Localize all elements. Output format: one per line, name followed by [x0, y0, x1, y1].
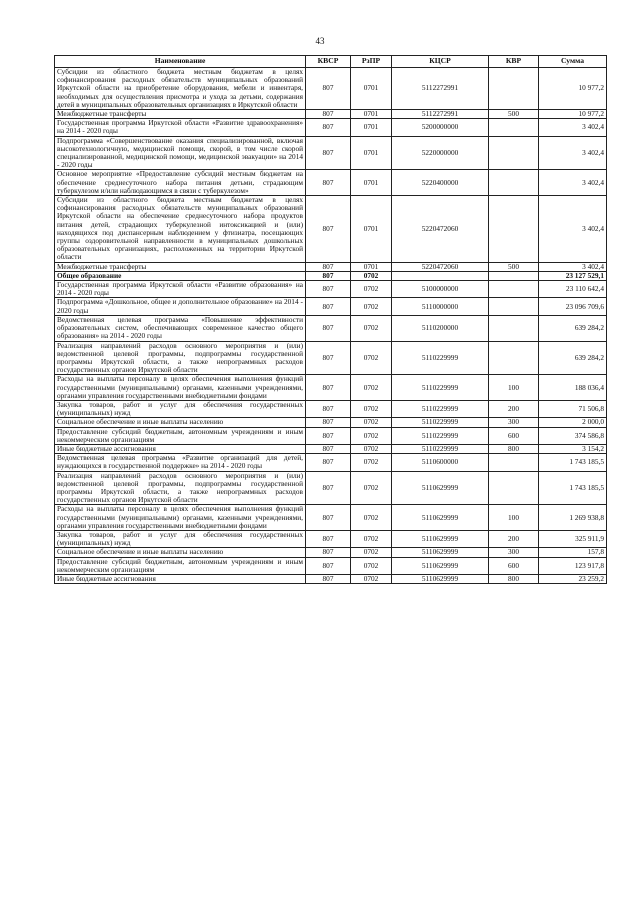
cell-sum: 188 036,4	[539, 375, 607, 401]
cell-name: Ведомственная целевая программа «Развитие организаций для детей, нуждающихся в государственной поддержке» на 2014 - 2020 годы	[55, 454, 306, 471]
cell-sum: 23 096 709,6	[539, 298, 607, 315]
cell-name: Предоставление субсидий бюджетным, автономным учреждениям и иным некоммерческим организациям	[55, 427, 306, 444]
cell-kvr	[489, 298, 539, 315]
cell-rzpr: 0702	[351, 418, 392, 427]
cell-kvr	[489, 196, 539, 263]
cell-kvsr: 807	[306, 262, 351, 271]
cell-kcsr: 5200000000	[392, 119, 489, 136]
table-row	[55, 281, 607, 298]
cell-rzpr: 0701	[351, 68, 392, 110]
cell-kvr	[489, 170, 539, 196]
cell-kvsr: 807	[306, 471, 351, 505]
cell-kcsr: 5110229999	[392, 375, 489, 401]
table-body	[55, 68, 607, 584]
cell-kvsr: 807	[306, 375, 351, 401]
cell-sum: 123 917,8	[539, 557, 607, 574]
cell-kvr	[489, 315, 539, 341]
cell-kcsr: 5110629999	[392, 471, 489, 505]
cell-kvr: 500	[489, 262, 539, 271]
cell-sum: 325 911,9	[539, 530, 607, 547]
cell-rzpr: 0702	[351, 400, 392, 417]
cell-sum: 3 402,4	[539, 119, 607, 136]
table-row	[55, 574, 607, 583]
cell-sum: 3 154,2	[539, 444, 607, 453]
cell-kcsr: 5100000000	[392, 281, 489, 298]
table-row	[55, 530, 607, 547]
cell-kvsr: 807	[306, 530, 351, 547]
cell-name: Межбюджетные трансферты	[55, 110, 306, 119]
cell-name: Подпрограмма «Дошкольное, общее и дополнительное образование» на 2014 - 2020 годы	[55, 298, 306, 315]
cell-sum: 10 977,2	[539, 68, 607, 110]
cell-kvr	[489, 68, 539, 110]
cell-kvsr: 807	[306, 298, 351, 315]
cell-kcsr: 5110629999	[392, 548, 489, 557]
cell-rzpr: 0702	[351, 341, 392, 375]
table-row	[55, 400, 607, 417]
cell-rzpr: 0702	[351, 281, 392, 298]
cell-kvr: 800	[489, 444, 539, 453]
cell-sum: 3 402,4	[539, 136, 607, 170]
cell-rzpr: 0701	[351, 262, 392, 271]
cell-kcsr: 5110229999	[392, 427, 489, 444]
cell-name: Ведомственная целевая программа «Повышение эффективности образовательных систем, обеспечивающих современное качество общего образования» на 2014 - 2020 годы	[55, 315, 306, 341]
cell-kcsr: 5110229999	[392, 341, 489, 375]
cell-kvsr: 807	[306, 271, 351, 280]
cell-kvr: 300	[489, 418, 539, 427]
table-row	[55, 170, 607, 196]
cell-kvr	[489, 271, 539, 280]
cell-rzpr: 0702	[351, 530, 392, 547]
cell-name: Предоставление субсидий бюджетным, автономным учреждениям и иным некоммерческим организациям	[55, 557, 306, 574]
cell-kvsr: 807	[306, 68, 351, 110]
cell-kvr	[489, 454, 539, 471]
header-name: Наименование	[55, 56, 306, 68]
cell-kvsr: 807	[306, 418, 351, 427]
cell-kvr	[489, 341, 539, 375]
cell-kcsr: 5112272991	[392, 110, 489, 119]
table-row	[55, 341, 607, 375]
table-row	[55, 119, 607, 136]
cell-kvr: 100	[489, 505, 539, 531]
cell-kcsr: 5220472060	[392, 196, 489, 263]
cell-sum: 23 110 642,4	[539, 281, 607, 298]
cell-kcsr	[392, 271, 489, 280]
cell-kvr: 300	[489, 548, 539, 557]
cell-rzpr: 0702	[351, 271, 392, 280]
cell-name: Основное мероприятие «Предоставление субсидий местным бюджетам на обеспечение средиесуточного набора питания детьми, страдающим туберкулезом и/или наблюдающимся в связи с туберкулезом»	[55, 170, 306, 196]
cell-kcsr: 5110629999	[392, 505, 489, 531]
cell-kvsr: 807	[306, 548, 351, 557]
cell-kvsr: 807	[306, 196, 351, 263]
table-row	[55, 298, 607, 315]
cell-kvr	[489, 281, 539, 298]
cell-kvsr: 807	[306, 315, 351, 341]
header-kvr: КВР	[489, 56, 539, 68]
cell-rzpr: 0701	[351, 196, 392, 263]
table-row	[55, 454, 607, 471]
table-row	[55, 548, 607, 557]
cell-kcsr: 5110229999	[392, 444, 489, 453]
cell-name: Подпрограмма «Совершенствование оказания специализированной, включая высокотехнологичную, медицинской помощи, скорой, в том числе скорой специализированной, медицинской помощи, медицинской эвакуации» на 2014 - 2020 годы	[55, 136, 306, 170]
cell-rzpr: 0701	[351, 136, 392, 170]
cell-name: Расходы на выплаты персоналу в целях обеспечения выполнения функций государственными (муниципальными) органами, казенными учреждениями, органами управления государственными внебюджетными фондами	[55, 375, 306, 401]
cell-rzpr: 0701	[351, 170, 392, 196]
table-row	[55, 315, 607, 341]
cell-sum: 3 402,4	[539, 262, 607, 271]
cell-rzpr: 0702	[351, 315, 392, 341]
cell-kvr	[489, 471, 539, 505]
cell-name: Закупка товаров, работ и услуг для обеспечения государственных (муниципальных) нужд	[55, 400, 306, 417]
cell-kcsr: 5110229999	[392, 400, 489, 417]
cell-kvsr: 807	[306, 574, 351, 583]
cell-name: Закупка товаров, работ и услуг для обеспечения государственных (муниципальных) нужд	[55, 530, 306, 547]
cell-rzpr: 0702	[351, 454, 392, 471]
cell-rzpr: 0701	[351, 110, 392, 119]
table-row	[55, 196, 607, 263]
cell-name: Социальное обеспечение и иные выплаты населению	[55, 418, 306, 427]
cell-kcsr: 5110000000	[392, 298, 489, 315]
cell-name: Государственная программа Иркутской области «Развитие образования» на 2014 - 2020 годы	[55, 281, 306, 298]
cell-sum: 71 506,8	[539, 400, 607, 417]
table-row	[55, 471, 607, 505]
cell-sum: 157,8	[539, 548, 607, 557]
cell-kcsr: 5110629999	[392, 574, 489, 583]
cell-kvr: 200	[489, 400, 539, 417]
cell-name: Общее образование	[55, 271, 306, 280]
table-row	[55, 427, 607, 444]
table-row	[55, 136, 607, 170]
header-sum: Сумма	[539, 56, 607, 68]
cell-kcsr: 5112272991	[392, 68, 489, 110]
table-row	[55, 68, 607, 110]
table-row	[55, 418, 607, 427]
cell-sum: 2 000,0	[539, 418, 607, 427]
cell-kcsr: 5110629999	[392, 530, 489, 547]
cell-kvsr: 807	[306, 136, 351, 170]
cell-kvsr: 807	[306, 427, 351, 444]
cell-kvsr: 807	[306, 341, 351, 375]
cell-kvr: 200	[489, 530, 539, 547]
cell-name: Субсидии из областного бюджета местным бюджетам в целях софинансирования расходных обязательств муниципальных образований Иркутской области на обеспечение среднесуточного набора продуктов питания детей, страдающих туберкулезной интоксикацией и (или) находящихся под диспансерным наблюдением у фтизиатра, посещающих группы оздоровительной направленности в муниципальных дошкольных образовательных организациях, расположенных на территории Иркутской области	[55, 196, 306, 263]
cell-kvsr: 807	[306, 400, 351, 417]
table-row	[55, 262, 607, 271]
cell-kvr	[489, 119, 539, 136]
cell-kvsr: 807	[306, 444, 351, 453]
cell-sum: 23 259,2	[539, 574, 607, 583]
header-kvsr: КВСР	[306, 56, 351, 68]
cell-rzpr: 0702	[351, 548, 392, 557]
table-header-row	[55, 56, 607, 68]
cell-rzpr: 0702	[351, 427, 392, 444]
cell-kvr: 800	[489, 574, 539, 583]
cell-rzpr: 0702	[351, 574, 392, 583]
cell-kvr: 600	[489, 427, 539, 444]
cell-sum: 10 977,2	[539, 110, 607, 119]
header-rzpr: РзПР	[351, 56, 392, 68]
cell-rzpr: 0702	[351, 471, 392, 505]
cell-kcsr: 5220472060	[392, 262, 489, 271]
cell-name: Иные бюджетные ассигнования	[55, 444, 306, 453]
cell-sum: 1 743 185,5	[539, 471, 607, 505]
cell-kvsr: 807	[306, 110, 351, 119]
cell-kvsr: 807	[306, 454, 351, 471]
cell-kvsr: 807	[306, 505, 351, 531]
cell-rzpr: 0702	[351, 375, 392, 401]
cell-kvsr: 807	[306, 557, 351, 574]
cell-kcsr: 5220000000	[392, 136, 489, 170]
cell-name: Государственная программа Иркутской области «Развитие здравоохранения» на 2014 - 2020 годы	[55, 119, 306, 136]
cell-rzpr: 0702	[351, 444, 392, 453]
cell-kcsr: 5110200000	[392, 315, 489, 341]
cell-kcsr: 5110629999	[392, 557, 489, 574]
cell-rzpr: 0701	[351, 119, 392, 136]
page-number: 43	[315, 36, 325, 46]
table-row	[55, 505, 607, 531]
cell-sum: 3 402,4	[539, 170, 607, 196]
cell-kcsr: 5110600000	[392, 454, 489, 471]
cell-name: Реализация направлений расходов основного мероприятия и (или) ведомственной целевой программы, подпрограммы государственной программы Иркутской области, а также непрограммных расходов государственных органов Иркутской области	[55, 471, 306, 505]
cell-name: Межбюджетные трансферты	[55, 262, 306, 271]
header-kcsr: КЦСР	[392, 56, 489, 68]
cell-sum: 374 586,8	[539, 427, 607, 444]
cell-kcsr: 5110229999	[392, 418, 489, 427]
cell-name: Расходы на выплаты персоналу в целях обеспечения выполнения функций государственными (муниципальными) органами, казенными учреждениями, органами управления государственными внебюджетными фондами	[55, 505, 306, 531]
cell-rzpr: 0702	[351, 505, 392, 531]
cell-sum: 1 269 938,8	[539, 505, 607, 531]
cell-sum: 639 284,2	[539, 315, 607, 341]
cell-kvr: 100	[489, 375, 539, 401]
cell-kcsr: 5220400000	[392, 170, 489, 196]
cell-name: Реализация направлений расходов основного мероприятия и (или) ведомственной целевой программы, подпрограммы государственной программы Иркутской области, а также непрограммных расходов государственных органов Иркутской области	[55, 341, 306, 375]
cell-sum: 23 127 529,1	[539, 271, 607, 280]
cell-sum: 639 284,2	[539, 341, 607, 375]
cell-kvr: 600	[489, 557, 539, 574]
cell-kvsr: 807	[306, 119, 351, 136]
cell-kvsr: 807	[306, 281, 351, 298]
cell-name: Иные бюджетные ассигнования	[55, 574, 306, 583]
cell-name: Социальное обеспечение и иные выплаты населению	[55, 548, 306, 557]
cell-kvr	[489, 136, 539, 170]
cell-kvr: 500	[489, 110, 539, 119]
table-row	[55, 557, 607, 574]
cell-sum: 3 402,4	[539, 196, 607, 263]
cell-sum: 1 743 185,5	[539, 454, 607, 471]
cell-kvsr: 807	[306, 170, 351, 196]
cell-name: Субсидии из областного бюджета местным бюджетам в целях софинансирования расходных обязательств муниципальных образований Иркутской области на приобретение оборудования, мебели и инвентаря, необходимых для осуществления присмотра и ухода за детьми, содержания детей в муниципальных образовательных организациях в Иркутской области	[55, 68, 306, 110]
cell-rzpr: 0702	[351, 298, 392, 315]
table-row	[55, 375, 607, 401]
cell-rzpr: 0702	[351, 557, 392, 574]
budget-table	[54, 55, 607, 584]
